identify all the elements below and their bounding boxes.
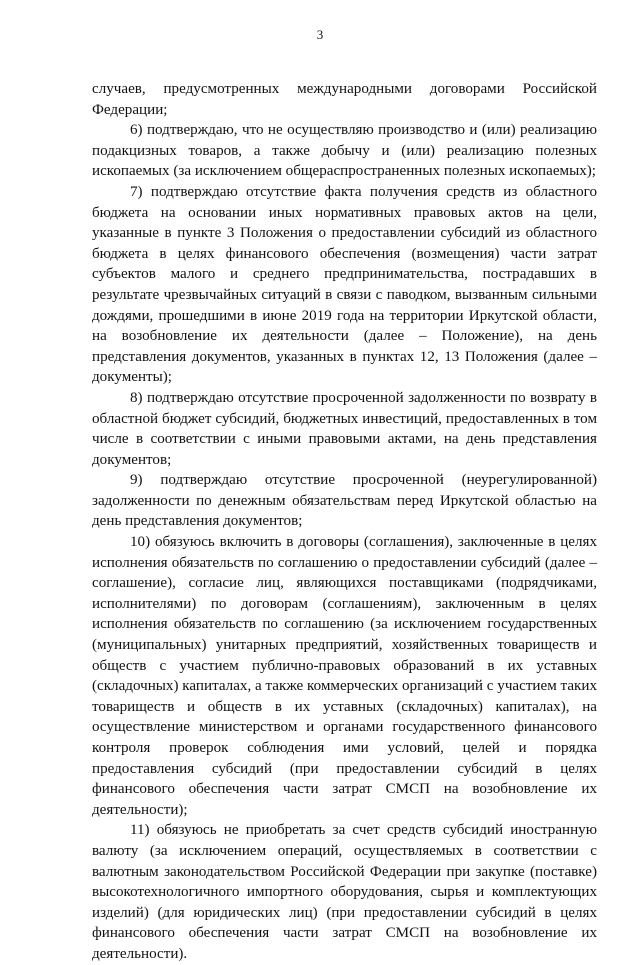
page-number: 3 xyxy=(316,27,324,42)
paragraph-item-7: 7) подтверждаю отсутствие факта получения средств из областного бюджета на основании иных нормативных правовых актов на цели, указанные в пункте 3 Положения о предоставлении субсидий из областного бюджета в целях финансового обеспечения (возмещения) части затрат субъектов малого и среднего предпринимательства, пострадавших в результате чрезвычайных ситуаций в связи с паводком, вызванным сильными дождями, прошедшими в июне 2019 года на территории Иркутской области, на возобновление их деятельности (далее – Положение), на день представления документов, указанных в пунктах 12, 13 Положения (далее – документы); xyxy=(92,183,597,386)
paragraph-continuation: случаев, предусмотренных международными договорами Российской Федерации; xyxy=(92,81,597,118)
document-body xyxy=(92,79,597,965)
paragraph-item-9: 9) подтверждаю отсутствие просроченной (неурегулированной) задолженности по денежным обязательствам перед Иркутской областью на день представления документов; xyxy=(92,472,597,530)
paragraph-item-8: 8) подтверждаю отсутствие просроченной задолженности по возврату в областной бюджет субсидий, бюджетных инвестиций, предоставленных в том числе в соответствии с иными правовыми актами, на день представления документов; xyxy=(92,389,597,468)
paragraph-item-11: 11) обязуюсь не приобретать за счет средств субсидий иностранную валюту (за исключением операций, осуществляемых в соответствии с валютным законодательством Российской Федерации при закупке (поставке) высокотехнологичного импортного оборудования, сырья и комплектующих изделий) (для юридических лиц) (при предоставлении субсидий в целях финансового обеспечения части затрат СМСП на возобновление их деятельности). xyxy=(92,822,597,962)
paragraph-item-6: 6) подтверждаю, что не осуществляю производство и (или) реализацию подакцизных товаров, а также добычу и (или) реализацию полезных ископаемых (за исключением общераспространенных полезных ископаемых); xyxy=(92,122,597,180)
paragraph-item-10: 10) обязуюсь включить в договоры (соглашения), заключенные в целях исполнения обязательств по соглашению о предоставлении субсидий (далее – соглашение), согласие лиц, являющихся поставщиками (подрядчиками, исполнителями) по договорам (соглашениям), заключенным в целях исполнения обязательств по соглашению (за исключением государственных (муниципальных) унитарных предприятий, хозяйственных товариществ и обществ с участием публично-правовых образований в их уставных (складочных) капиталах, а также коммерческих организаций с участием таких товариществ и обществ в их уставных (складочных) капиталах), на осуществление министерством и органами государственного финансового контроля проверок соблюдения ими условий, целей и порядка предоставления субсидий (при предоставлении субсидий в целях финансового обеспечения части затрат СМСП на возобновление их деятельности); xyxy=(92,534,597,818)
